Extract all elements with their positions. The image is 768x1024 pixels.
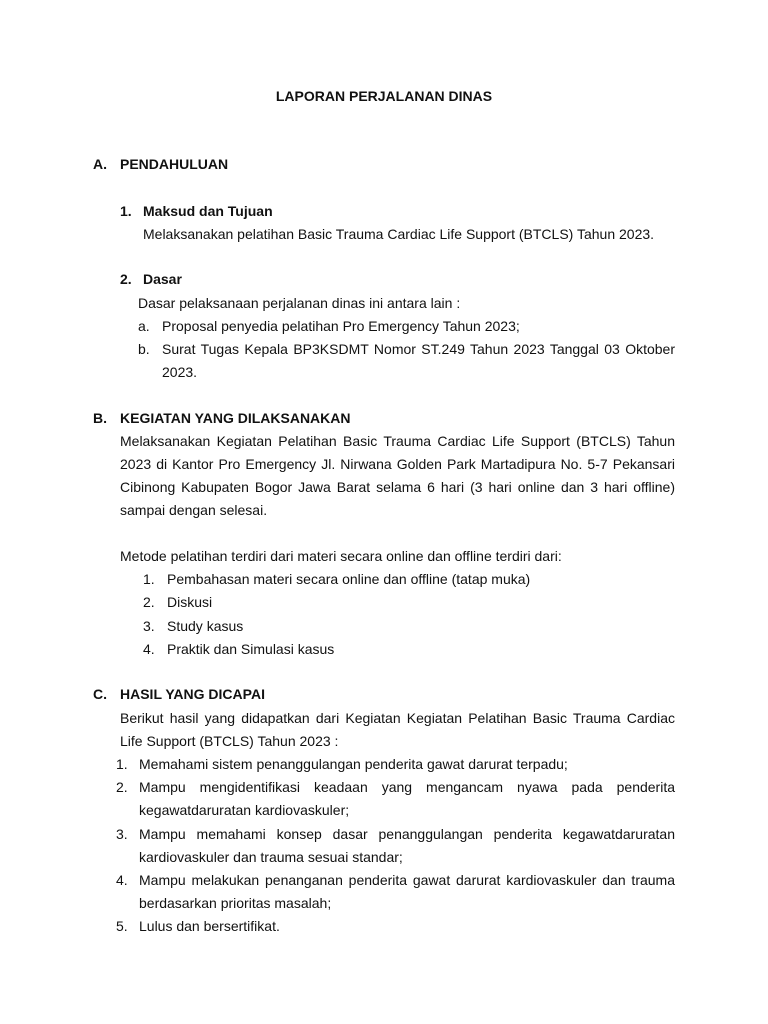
section-c-heading: HASIL YANG DICAPAI	[120, 686, 265, 702]
section-a-heading: PENDAHULUAN	[120, 156, 229, 172]
section-a-item2-heading: Dasar	[143, 271, 182, 287]
section-a-sub-a-text: Proposal penyedia pelatihan Pro Emergency Tahun 2023;	[162, 318, 520, 334]
result-text: kegawatdaruratan kardiovaskuler;	[139, 802, 350, 818]
section-c-intro-line: Berikut hasil yang didapatkan dari Kegiatan Kegiatan Pelatihan Basic Trauma Cardiac	[120, 710, 675, 726]
method-number: 3.	[143, 618, 155, 634]
result-text: Mampu mengidentifikasi keadaan yang mengancam nyawa pada penderita	[139, 779, 675, 795]
result-text: Mampu memahami konsep dasar penanggulangan penderita kegawatdaruratan	[139, 826, 675, 842]
section-c-intro-line: Life Support (BTCLS) Tahun 2023 :	[120, 733, 339, 749]
result-text: Lulus dan bersertifikat.	[139, 918, 280, 934]
section-b-heading: KEGIATAN YANG DILAKSANAKAN	[120, 410, 351, 426]
result-number: 3.	[116, 826, 128, 842]
method-text: Pembahasan materi secara online dan offline (tatap muka)	[167, 571, 531, 587]
method-text: Study kasus	[167, 618, 244, 634]
method-number: 1.	[143, 571, 155, 587]
result-text: kardiovaskuler dan trauma sesuai standar;	[139, 849, 403, 865]
document-title: LAPORAN PERJALANAN DINAS	[275, 88, 493, 104]
result-text: Memahami sistem penanggulangan penderita gawat darurat terpadu;	[139, 756, 568, 772]
section-a-marker: A.	[93, 156, 107, 172]
section-a-item2-intro: Dasar pelaksanaan perjalanan dinas ini antara lain :	[138, 295, 461, 311]
section-a-item1-text: Melaksanakan pelatihan Basic Trauma Cardiac Life Support (BTCLS) Tahun 2023.	[143, 226, 655, 242]
section-c-marker: C.	[93, 686, 107, 702]
section-b-paragraph-line: Melaksanakan Kegiatan Pelatihan Basic Trauma Cardiac Life Support (BTCLS) Tahun	[120, 433, 675, 449]
method-text: Praktik dan Simulasi kasus	[167, 641, 335, 657]
section-a-sub-a-marker: a.	[138, 318, 150, 334]
section-a-item2-number: 2.	[120, 271, 132, 287]
result-text: Mampu melakukan penanganan penderita gawat darurat kardiovaskuler dan trauma	[139, 872, 675, 888]
section-a-sub-b-line2: 2023.	[162, 364, 198, 380]
method-text: Diskusi	[167, 594, 213, 610]
section-a-sub-b-line1: Surat Tugas Kepala BP3KSDMT Nomor ST.249 Tahun 2023 Tanggal 03 Oktober	[162, 341, 675, 357]
result-number: 1.	[116, 756, 128, 772]
section-a-item1-number: 1.	[120, 203, 132, 219]
result-text: berdasarkan prioritas masalah;	[139, 895, 332, 911]
result-number: 2.	[116, 779, 128, 795]
section-a-item1-heading: Maksud dan Tujuan	[143, 203, 273, 219]
section-b-paragraph-line: 2023 di Kantor Pro Emergency Jl. Nirwana Golden Park Martadipura No. 5-7 Pekansari	[120, 456, 675, 472]
result-number: 4.	[116, 872, 128, 888]
section-b-paragraph-line: Cibinong Kabupaten Bogor Jawa Barat selama 6 hari (3 hari online dan 3 hari offline)	[120, 479, 675, 495]
method-number: 2.	[143, 594, 155, 610]
section-b-methods-intro: Metode pelatihan terdiri dari materi secara online dan offline terdiri dari:	[120, 548, 562, 564]
section-b-paragraph-line: sampai dengan selesai.	[120, 502, 268, 518]
method-number: 4.	[143, 641, 155, 657]
section-b-marker: B.	[93, 410, 107, 426]
result-number: 5.	[116, 918, 128, 934]
section-a-sub-b-marker: b.	[138, 341, 150, 357]
